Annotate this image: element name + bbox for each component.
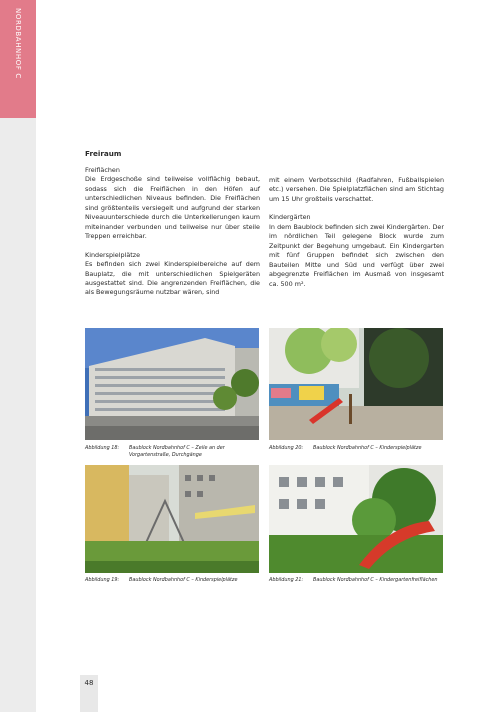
- figure-21-caption: [269, 577, 443, 584]
- figure-18-caption: [85, 445, 259, 458]
- figure-18-number: Abbildung 18:: [85, 445, 120, 451]
- figure-21-number: Abbildung 21:: [269, 577, 304, 583]
- continued-paragraph: mit einem Verbotsschild (Radfahren, Fußballspielen etc.) versehen. Die Spielplatzflächen sind am Stichtag um 15 Uhr großteils verschattet.: [269, 176, 444, 203]
- photo-climbing-structure: [85, 465, 259, 573]
- chapter-tab: [0, 0, 36, 118]
- figure-20-number: Abbildung 20:: [269, 445, 304, 451]
- chapter-tab-label: NORDBAHNHOF C: [14, 8, 22, 79]
- figure-18-text: Baublock Nordbahnhof C – Zeile an der Vorgartenstraße, Durchgänge: [129, 445, 225, 458]
- figure-19-caption: [85, 577, 259, 584]
- section-title: Freiraum: [85, 149, 122, 158]
- figure-20-caption: [269, 445, 443, 452]
- page-number: 48: [80, 675, 98, 712]
- figure-20-text: Baublock Nordbahnhof C – Kinderspielplätze: [313, 445, 422, 451]
- photo-kindergarten-yard: [269, 465, 443, 573]
- text-column-2: [269, 176, 444, 298]
- freiflaechen-paragraph: Die Erdgeschoße sind teilweise vollflächig bebaut, sodass sich die Freiflächen in den Höfen auf unterschiedlichen Niveaus befinden. Die Freiflächen sind größtenteils versiegelt und aufgrund der starken Niveauunterschiede durch die Unterkellerungen kaum miteinander verbunden und teilweise nur über steile Treppen erreichbar.: [85, 175, 260, 241]
- text-column-1: [85, 166, 260, 307]
- kindergarten-paragraph: In dem Baublock befinden sich zwei Kindergärten. Der im nördlichen Teil gelegene Block wurde zum Zeitpunkt der Begehung umgebaut. Ein Kindergarten mit fünf Gruppen befindet sich zwischen den Bauteilen Mitte und Süd und verfügt über zwei abgegrenzte Freiflächen im Ausmaß von insgesamt ca. 500 m².: [269, 222, 444, 288]
- photo-street-building: [85, 328, 259, 440]
- figure-19-number: Abbildung 19:: [85, 577, 120, 583]
- kindergarten-heading: Kindergärten: [269, 213, 311, 222]
- photo-playground-slide: [269, 328, 443, 440]
- kinderspiel-heading: Kinderspielplätze: [85, 250, 141, 259]
- figure-21-text: Baublock Nordbahnhof C – Kindergartenfreiflächen: [313, 577, 438, 583]
- figure-19-text: Baublock Nordbahnhof C – Kinderspielplätze: [129, 577, 238, 583]
- freiflaechen-heading: Freiflächen: [85, 166, 120, 174]
- kinderspiel-paragraph: Es befinden sich zwei Kinderspielbereiche auf dem Bauplatz, die mit unterschiedlichen Spielgeräten ausgestattet sind. Die angrenzenden Freiflächen, die als Bewegungsräume nutzbar wären, sind: [85, 260, 260, 297]
